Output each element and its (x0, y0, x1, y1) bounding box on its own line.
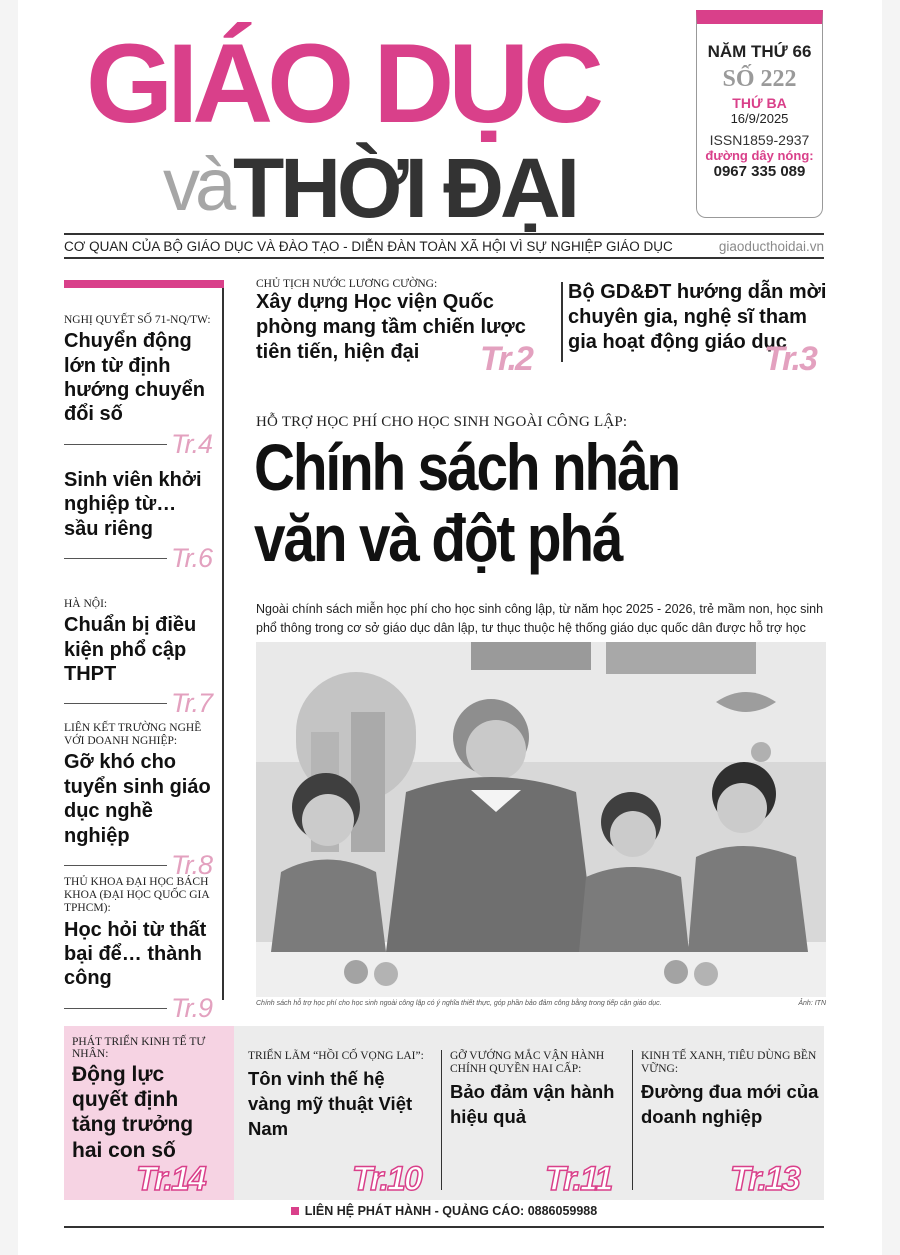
photo-caption (256, 1000, 826, 1007)
newspaper-page (18, 0, 882, 1255)
photo-caption-text: Chính sách hỗ trợ học phí cho học sinh ngoài công lập có ý nghĩa thiết thực, góp phần bảo đảm công bằng trong tiếp cận giáo dục. (256, 1000, 662, 1007)
hotline-label: đường dây nóng: (705, 148, 814, 163)
hotline-number: 0967 335 089 (713, 163, 806, 180)
main-story-photo (256, 642, 826, 997)
tagline-bar (64, 233, 824, 259)
top-stories-divider (561, 282, 563, 362)
issue-weekday: THỨ BA (732, 95, 787, 111)
left-story-2-page: Tr.6 (171, 543, 212, 574)
bottom-story-1-headline: Động lực quyết định tăng trưởng hai con số (72, 1063, 194, 1162)
top-story-1-headline: Xây dựng Học viện Quốc phòng mang tầm chiến lược tiên tiến, hiện đại (256, 291, 526, 363)
bottom-story-2-headline: Tôn vinh thế hệ vàng mỹ thuật Việt Nam (248, 1068, 413, 1140)
footer-contact-text: LIÊN HỆ PHÁT HÀNH - QUẢNG CÁO: 0886059988 (304, 1204, 598, 1218)
bottom-divider-2 (632, 1050, 633, 1190)
bottom-divider-1 (441, 1050, 442, 1190)
bottom-story-2-kicker: TRIỂN LÃM “HỒI CỐ VỌNG LAI”: (248, 1050, 424, 1062)
bottom-story-1-page: Tr.14 (136, 1160, 205, 1198)
left-story-5-kicker: THỦ KHOA ĐẠI HỌC BÁCH KHOA (ĐẠI HỌC QUỐC GIA TPHCM): (64, 876, 210, 915)
left-story-5-headline: Học hỏi từ thất bại để… thành công (64, 918, 207, 990)
bottom-story-4-headline: Đường đua mới của doanh nghiệp (641, 1081, 819, 1128)
photo-credit: Ảnh: ITN (798, 1000, 826, 1007)
left-story-3[interactable] (64, 598, 222, 722)
left-story-1-page: Tr.4 (171, 428, 212, 459)
masthead-title-top: GIÁO DỤC (86, 21, 598, 146)
top-story-2-headline: Bộ GD&ĐT hướng dẫn mời chuyên gia, nghệ sĩ tham gia hoạt động giáo dục (568, 281, 827, 353)
footer-square-icon (291, 1207, 299, 1215)
bottom-story-2-page: Tr.10 (352, 1160, 421, 1198)
website-link[interactable]: giaoducthoidai.vn (718, 238, 824, 254)
left-story-1-kicker: NGHỊ QUYẾT SỐ 71-NQ/TW: (64, 314, 211, 326)
classroom-photo-illustration (256, 642, 826, 997)
left-story-4-page: Tr.8 (171, 850, 212, 880)
left-story-3-headline: Chuẩn bị điều kiện phổ cập THPT (64, 614, 197, 685)
bottom-story-4-page: Tr.13 (730, 1160, 799, 1198)
top-story-1-page: Tr.2 (480, 340, 532, 378)
main-story-text: Ngoài chính sách miễn học phí cho học sinh công lập, từ năm học 2025 - 2026, trẻ mầm non, học sinh phổ thông trong cơ sở giáo dục dân lập, tư thục thuộc hệ thống giáo dục quốc dân được hỗ trợ học (256, 602, 824, 636)
left-story-4[interactable] (64, 722, 222, 880)
masthead (68, 21, 668, 235)
left-column (64, 280, 224, 1023)
footer-contact (64, 1204, 824, 1228)
left-story-1[interactable] (64, 314, 222, 466)
top-story-2[interactable] (568, 278, 828, 378)
bottom-story-3-headline: Bảo đảm vận hành hiệu quả (450, 1081, 615, 1128)
issue-number: SỐ 222 (722, 66, 797, 92)
bottom-story-3-page: Tr.11 (545, 1160, 612, 1198)
bottom-story-3[interactable] (450, 1050, 625, 1130)
left-story-4-kicker: LIÊN KẾT TRƯỜNG NGHỀ VỚI DOANH NGHIỆP: (64, 722, 202, 748)
left-story-5-page: Tr.9 (171, 992, 212, 1023)
top-story-1[interactable] (256, 278, 556, 378)
masthead-title-va: và (163, 143, 232, 226)
bottom-story-2[interactable] (248, 1050, 428, 1142)
left-story-2[interactable] (64, 468, 222, 598)
top-story-1-kicker: CHỦ TỊCH NƯỚC LƯƠNG CƯỜNG: (256, 278, 438, 290)
left-story-3-kicker: HÀ NỘI: (64, 598, 108, 610)
main-story-kicker: HỖ TRỢ HỌC PHÍ CHO HỌC SINH NGOÀI CÔNG LẬP: (256, 414, 628, 430)
masthead-title-bottom: THỜI ĐẠI (233, 141, 576, 235)
top-story-2-page: Tr.3 (764, 340, 816, 378)
bottom-story-3-kicker: GỠ VƯỚNG MẮC VẬN HÀNH CHÍNH QUYỀN HAI CẤP: (450, 1050, 605, 1076)
issue-year: NĂM THỨ 66 (707, 42, 812, 61)
tagline-text: CƠ QUAN CỦA BỘ GIÁO DỤC VÀ ĐÀO TẠO - DIỄN ĐÀN TOÀN XÃ HỘI VÌ SỰ NGHIỆP GIÁO DỤC (64, 238, 673, 254)
main-story-headline[interactable]: Chính sách nhân văn và đột phá (254, 430, 680, 576)
bottom-story-4-kicker: KINH TẾ XANH, TIÊU DÙNG BỀN VỮNG: (641, 1050, 817, 1076)
left-story-4-headline: Gỡ khó cho tuyển sinh giáo dục nghề nghiệp (64, 751, 211, 847)
left-story-2-headline: Sinh viên khởi nghiệp từ… sầu riêng (64, 469, 202, 540)
issue-info-box (696, 10, 823, 218)
issn: ISSN1859-2937 (709, 132, 810, 148)
bottom-story-4[interactable] (641, 1050, 821, 1130)
left-story-1-headline: Chuyển động lớn từ định hướng chuyển đổi số (64, 330, 205, 426)
left-column-accent-bar (64, 280, 224, 288)
left-story-5[interactable] (64, 876, 222, 1024)
bottom-story-1-kicker: PHÁT TRIỂN KINH TẾ TƯ NHÂN: (72, 1036, 206, 1060)
left-story-3-page: Tr.7 (171, 688, 212, 719)
issue-date: 16/9/2025 (730, 111, 789, 126)
